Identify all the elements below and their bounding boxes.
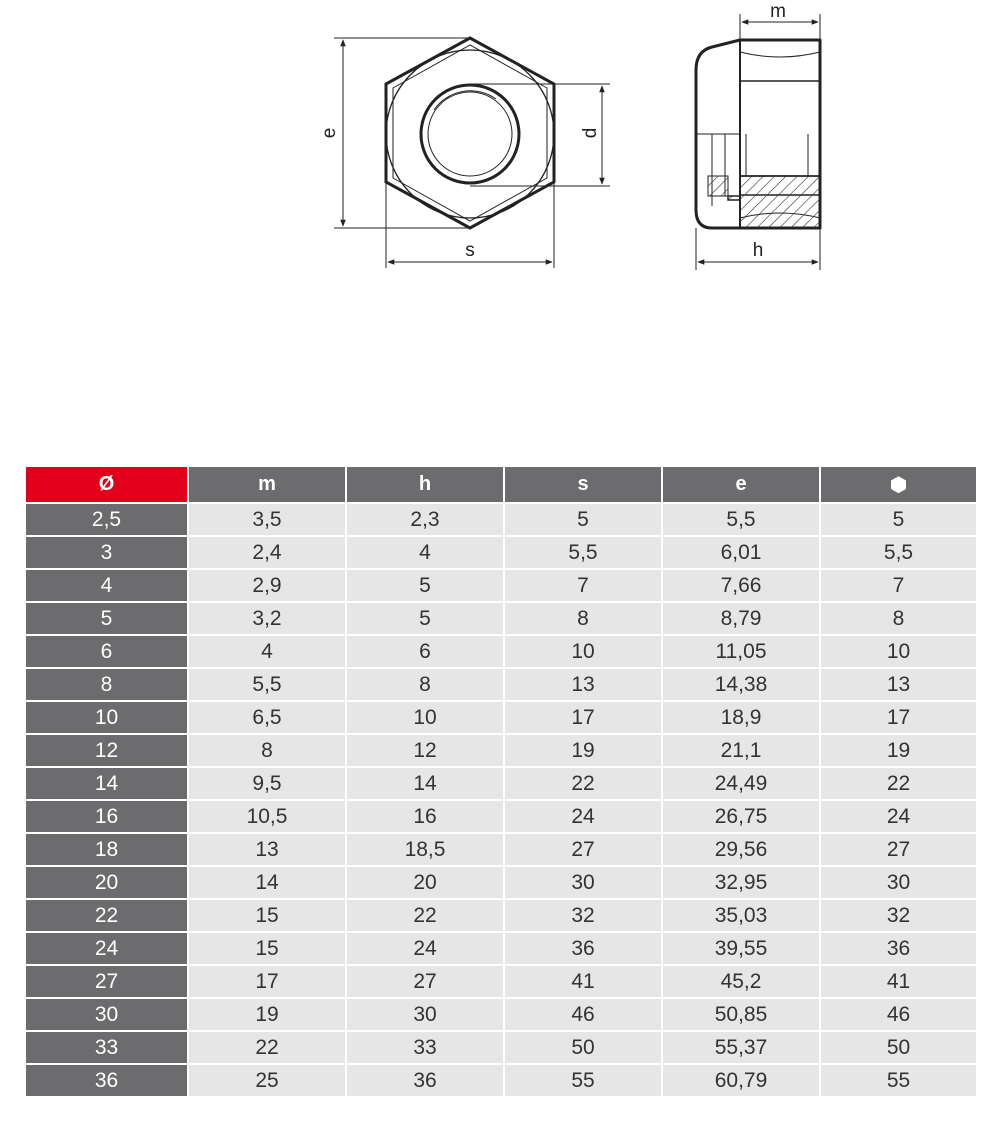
cell-diameter: 20 <box>25 866 188 899</box>
cell-m: 13 <box>188 833 346 866</box>
cell-wrench-size: 50 <box>820 1031 977 1064</box>
table-row <box>25 701 977 734</box>
cell-wrench-size: 32 <box>820 899 977 932</box>
column-header-e: e <box>662 466 820 503</box>
cell-m: 3,5 <box>188 503 346 536</box>
dimension-label-m: m <box>770 1 786 22</box>
cell-e: 24,49 <box>662 767 820 800</box>
cell-wrench-size: 46 <box>820 998 977 1031</box>
cell-h: 24 <box>346 932 504 965</box>
cell-s: 50 <box>504 1031 662 1064</box>
cell-s: 24 <box>504 800 662 833</box>
cell-diameter: 5 <box>25 602 188 635</box>
cell-s: 7 <box>504 569 662 602</box>
cell-diameter: 22 <box>25 899 188 932</box>
table-row <box>25 569 977 602</box>
cell-diameter: 16 <box>25 800 188 833</box>
cell-wrench-size: 55 <box>820 1064 977 1097</box>
table-row <box>25 602 977 635</box>
cell-m: 17 <box>188 965 346 998</box>
cell-e: 11,05 <box>662 635 820 668</box>
cell-h: 10 <box>346 701 504 734</box>
cell-s: 55 <box>504 1064 662 1097</box>
cell-wrench-size: 30 <box>820 866 977 899</box>
cell-diameter: 2,5 <box>25 503 188 536</box>
hex-icon <box>891 476 906 493</box>
cell-diameter: 30 <box>25 998 188 1031</box>
cell-wrench-size: 41 <box>820 965 977 998</box>
cell-h: 18,5 <box>346 833 504 866</box>
cell-wrench-size: 5,5 <box>820 536 977 569</box>
cell-diameter: 4 <box>25 569 188 602</box>
cell-h: 16 <box>346 800 504 833</box>
column-header-wrench-size <box>820 466 977 503</box>
cell-diameter: 14 <box>25 767 188 800</box>
cell-s: 17 <box>504 701 662 734</box>
cell-wrench-size: 13 <box>820 668 977 701</box>
cell-m: 19 <box>188 998 346 1031</box>
dimension-label-d: d <box>580 127 601 139</box>
cell-h: 4 <box>346 536 504 569</box>
dimension-table <box>24 465 978 1098</box>
cell-h: 30 <box>346 998 504 1031</box>
cell-s: 13 <box>504 668 662 701</box>
cell-diameter: 3 <box>25 536 188 569</box>
cell-e: 50,85 <box>662 998 820 1031</box>
cell-wrench-size: 27 <box>820 833 977 866</box>
cell-s: 30 <box>504 866 662 899</box>
cell-m: 22 <box>188 1031 346 1064</box>
cell-diameter: 36 <box>25 1064 188 1097</box>
cell-e: 18,9 <box>662 701 820 734</box>
cell-s: 32 <box>504 899 662 932</box>
cell-m: 15 <box>188 932 346 965</box>
cell-diameter: 8 <box>25 668 188 701</box>
cell-s: 10 <box>504 635 662 668</box>
cell-e: 29,56 <box>662 833 820 866</box>
cell-e: 14,38 <box>662 668 820 701</box>
cell-e: 5,5 <box>662 503 820 536</box>
cell-wrench-size: 8 <box>820 602 977 635</box>
cell-h: 12 <box>346 734 504 767</box>
table-row <box>25 965 977 998</box>
cell-wrench-size: 10 <box>820 635 977 668</box>
column-header-diameter: Ø <box>25 466 188 503</box>
cell-m: 9,5 <box>188 767 346 800</box>
cell-m: 3,2 <box>188 602 346 635</box>
cell-wrench-size: 19 <box>820 734 977 767</box>
table-row <box>25 635 977 668</box>
hex-nut-front-view <box>386 38 554 228</box>
cell-e: 7,66 <box>662 569 820 602</box>
cell-h: 8 <box>346 668 504 701</box>
cell-h: 33 <box>346 1031 504 1064</box>
cell-h: 14 <box>346 767 504 800</box>
cell-m: 2,9 <box>188 569 346 602</box>
table-row <box>25 899 977 932</box>
cell-s: 27 <box>504 833 662 866</box>
cell-diameter: 24 <box>25 932 188 965</box>
table-body <box>25 503 977 1097</box>
cell-diameter: 6 <box>25 635 188 668</box>
cell-e: 45,2 <box>662 965 820 998</box>
cell-diameter: 18 <box>25 833 188 866</box>
hex-nut-side-view <box>696 40 820 228</box>
cell-h: 27 <box>346 965 504 998</box>
table-row <box>25 668 977 701</box>
cell-m: 8 <box>188 734 346 767</box>
cell-diameter: 27 <box>25 965 188 998</box>
table-header-row <box>25 466 977 503</box>
cell-diameter: 33 <box>25 1031 188 1064</box>
dimension-label-e: e <box>319 127 340 139</box>
cell-m: 5,5 <box>188 668 346 701</box>
cell-diameter: 12 <box>25 734 188 767</box>
cell-m: 4 <box>188 635 346 668</box>
cell-s: 36 <box>504 932 662 965</box>
cell-e: 8,79 <box>662 602 820 635</box>
table-row <box>25 767 977 800</box>
table-row <box>25 536 977 569</box>
cell-m: 14 <box>188 866 346 899</box>
column-header-s: s <box>504 466 662 503</box>
cell-m: 25 <box>188 1064 346 1097</box>
cell-s: 5,5 <box>504 536 662 569</box>
cell-m: 6,5 <box>188 701 346 734</box>
cell-e: 21,1 <box>662 734 820 767</box>
cell-wrench-size: 22 <box>820 767 977 800</box>
column-header-m: m <box>188 466 346 503</box>
dimension-label-h: h <box>752 240 764 261</box>
table-row <box>25 800 977 833</box>
column-header-h: h <box>346 466 504 503</box>
cell-wrench-size: 24 <box>820 800 977 833</box>
cell-h: 36 <box>346 1064 504 1097</box>
cell-s: 5 <box>504 503 662 536</box>
cell-wrench-size: 7 <box>820 569 977 602</box>
cell-wrench-size: 5 <box>820 503 977 536</box>
cell-e: 32,95 <box>662 866 820 899</box>
cell-e: 60,79 <box>662 1064 820 1097</box>
table-row <box>25 833 977 866</box>
cell-wrench-size: 36 <box>820 932 977 965</box>
cell-e: 39,55 <box>662 932 820 965</box>
cell-e: 6,01 <box>662 536 820 569</box>
dimension-e <box>334 38 472 228</box>
dimension-label-s: s <box>465 240 475 261</box>
cell-h: 6 <box>346 635 504 668</box>
table-row <box>25 1031 977 1064</box>
cell-s: 46 <box>504 998 662 1031</box>
table-row <box>25 734 977 767</box>
cell-wrench-size: 17 <box>820 701 977 734</box>
cell-diameter: 10 <box>25 701 188 734</box>
cell-h: 5 <box>346 569 504 602</box>
table-row <box>25 998 977 1031</box>
cell-h: 20 <box>346 866 504 899</box>
cell-m: 15 <box>188 899 346 932</box>
cell-s: 8 <box>504 602 662 635</box>
cell-h: 5 <box>346 602 504 635</box>
table-row <box>25 932 977 965</box>
cell-e: 35,03 <box>662 899 820 932</box>
cell-s: 22 <box>504 767 662 800</box>
technical-drawing <box>0 0 1000 300</box>
cell-h: 2,3 <box>346 503 504 536</box>
table-row <box>25 503 977 536</box>
table-row <box>25 1064 977 1097</box>
cell-h: 22 <box>346 899 504 932</box>
cell-s: 19 <box>504 734 662 767</box>
cell-e: 55,37 <box>662 1031 820 1064</box>
cell-e: 26,75 <box>662 800 820 833</box>
cell-m: 2,4 <box>188 536 346 569</box>
cell-s: 41 <box>504 965 662 998</box>
cell-m: 10,5 <box>188 800 346 833</box>
table-row <box>25 866 977 899</box>
